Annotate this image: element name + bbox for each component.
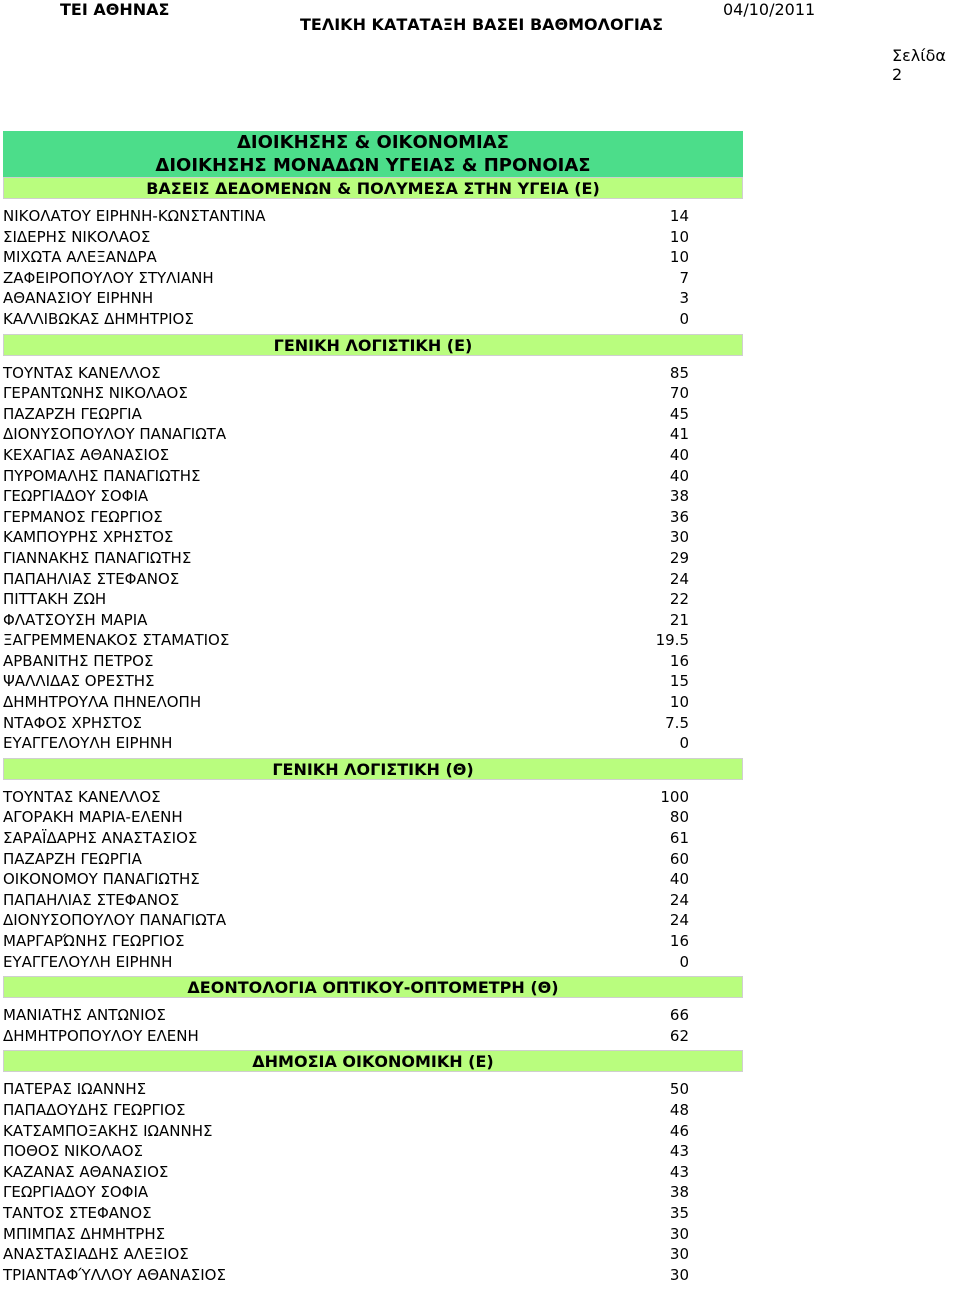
- table-row: [3, 569, 751, 590]
- student-score: 19.5: [655, 631, 689, 650]
- spacer: [3, 199, 751, 206]
- student-name: ΠΑΖΑΡΖΗ ΓΕΩΡΓΙΑ: [3, 849, 142, 868]
- table-row: [3, 247, 751, 268]
- ranking-table: [3, 131, 751, 1289]
- student-score: 14: [669, 207, 689, 225]
- student-name: ΦΛΑΤΣΟΥΣΗ ΜΑΡΙΑ: [3, 610, 148, 629]
- report-title: ΤΕΛΙΚΗ ΚΑΤΑΤΑΞΗ ΒΑΣΕΙ ΒΑΘΜΟΛΟΓΙΑΣ: [300, 15, 664, 34]
- student-name: ΠΑΠΑΗΛΙΑΣ ΣΤΕΦΑΝΟΣ: [3, 569, 180, 588]
- student-score: 7.5: [665, 713, 689, 732]
- spacer: [3, 356, 751, 363]
- student-name: ΜΠΙΜΠΑΣ ΔΗΜΗΤΡΗΣ: [3, 1224, 166, 1243]
- student-score: 29: [669, 548, 689, 567]
- student-score: 21: [669, 610, 689, 629]
- institution-name: ΤΕΙ ΑΘΗΝΑΣ: [60, 0, 170, 19]
- student-name: ΤΑΝΤΟΣ ΣΤΕΦΑΝΟΣ: [3, 1203, 152, 1222]
- student-score: 24: [669, 569, 689, 588]
- table-row: [3, 1203, 751, 1224]
- table-row: [3, 1079, 751, 1100]
- student-score: 35: [669, 1203, 689, 1222]
- table-row: [3, 828, 751, 849]
- table-row: [3, 424, 751, 445]
- student-name: ΜΑΡΓΑΡΏΝΗΣ ΓΕΩΡΓΙΟΣ: [3, 932, 185, 950]
- table-row: [3, 1182, 751, 1203]
- subject-section: [3, 177, 751, 330]
- student-score: 46: [669, 1121, 689, 1140]
- table-row: [3, 1224, 751, 1245]
- student-score: 38: [669, 487, 689, 506]
- program-heading: ΔΙΟΙΚΗΣΗΣ ΜΟΝΑΔΩΝ ΥΓΕΙΑΣ & ΠΡΟΝΟΙΑΣ: [3, 154, 743, 177]
- subject-section: [3, 758, 751, 972]
- student-name: ΜΙΧΩΤΑ ΑΛΕΞΑΝΔΡΑ: [3, 248, 157, 267]
- table-row: [3, 466, 751, 487]
- student-score: 50: [669, 1080, 689, 1099]
- subject-heading: ΓΕΝΙΚΗ ΛΟΓΙΣΤΙΚΗ (Θ): [3, 758, 743, 780]
- student-name: ΠΑΤΕΡΑΣ ΙΩΑΝΝΗΣ: [3, 1080, 147, 1099]
- student-score: 40: [669, 466, 689, 485]
- table-row: [3, 548, 751, 569]
- table-row: [3, 849, 751, 870]
- student-score: 10: [669, 693, 689, 712]
- student-name: ΔΗΜΗΤΡΟΠΟΥΛΟΥ ΕΛΕΝΗ: [3, 1026, 199, 1045]
- subject-heading: ΓΕΝΙΚΗ ΛΟΓΙΣΤΙΚΗ (Ε): [3, 334, 743, 356]
- student-name: ΠΙΤΤΑΚΗ ΖΩΗ: [3, 590, 107, 609]
- student-name: ΨΑΛΛΙΔΑΣ ΟΡΕΣΤΗΣ: [3, 672, 155, 691]
- page-number: Σελίδα 2: [892, 46, 946, 84]
- table-row: [3, 589, 751, 610]
- student-name: ΑΡΒΑΝΙΤΗΣ ΠΕΤΡΟΣ: [3, 651, 154, 670]
- student-score: 60: [669, 849, 689, 868]
- student-name: ΓΕΡΜΑΝΟΣ ΓΕΩΡΓΙΟΣ: [3, 507, 163, 526]
- student-name: ΕΥΑΓΓΕΛΟΥΛΗ ΕΙΡΗΝΗ: [3, 734, 173, 753]
- subject-heading: ΔΕΟΝΤΟΛΟΓΙΑ ΟΠΤΙΚΟΥ-ΟΠΤΟΜΕΤΡΗ (Θ): [3, 976, 743, 998]
- table-row: [3, 610, 751, 631]
- student-score: 41: [669, 425, 689, 444]
- student-name: ΤΟΥΝΤΑΣ ΚΑΝΕΛΛΟΣ: [3, 787, 161, 806]
- table-row: [3, 1005, 751, 1026]
- student-name: ΠΑΖΑΡΖΗ ΓΕΩΡΓΙΑ: [3, 404, 142, 423]
- table-row: [3, 1244, 751, 1265]
- table-row: [3, 869, 751, 890]
- student-name: ΤΟΥΝΤΑΣ ΚΑΝΕΛΛΟΣ: [3, 363, 161, 382]
- subject-heading: ΒΑΣΕΙΣ ΔΕΔΟΜΕΝΩΝ & ΠΟΛΥΜΕΣΑ ΣΤΗΝ ΥΓΕΙΑ (Ε): [3, 177, 743, 199]
- student-name: ΤΡΙΑΝΤΑΦΎΛΛΟΥ ΑΘΑΝΑΣΙΟΣ: [3, 1265, 226, 1284]
- student-name: ΠΑΠΑΗΛΙΑΣ ΣΤΕΦΑΝΟΣ: [3, 890, 180, 909]
- table-row: [3, 227, 751, 248]
- student-score: 100: [660, 787, 689, 806]
- subject-heading: ΔΗΜΟΣΙΑ ΟΙΚΟΝΟΜΙΚΗ (Ε): [3, 1050, 743, 1072]
- subject-section: [3, 334, 751, 754]
- student-name: ΚΑΖΑΝΑΣ ΑΘΑΝΑΣΙΟΣ: [3, 1162, 169, 1181]
- table-row: [3, 1141, 751, 1162]
- table-row: [3, 527, 751, 548]
- student-name: ΓΕΡΑΝΤΩΝΗΣ ΝΙΚΟΛΑΟΣ: [3, 384, 188, 403]
- student-name: ΣΙΔΕΡΗΣ ΝΙΚΟΛΑΟΣ: [3, 227, 151, 246]
- student-name: ΚΑΛΛΙΒΩΚΑΣ ΔΗΜΗΤΡΙΟΣ: [3, 309, 194, 328]
- table-row: [3, 404, 751, 425]
- student-score: 15: [669, 672, 689, 691]
- student-score: 22: [669, 590, 689, 609]
- student-name: ΑΝΑΣΤΑΣΙΑΔΗΣ ΑΛΕΞΙΟΣ: [3, 1245, 189, 1264]
- student-score: 43: [669, 1142, 689, 1161]
- table-row: [3, 890, 751, 911]
- subject-section: [3, 976, 751, 1046]
- student-score: 45: [669, 404, 689, 423]
- table-row: [3, 1026, 751, 1047]
- table-row: [3, 445, 751, 466]
- table-row: [3, 309, 751, 330]
- subject-section: [3, 1050, 751, 1285]
- student-score: 70: [669, 384, 689, 403]
- student-score: 85: [669, 363, 689, 382]
- table-row: [3, 733, 751, 754]
- student-name: ΓΙΑΝΝΑΚΗΣ ΠΑΝΑΓΙΩΤΗΣ: [3, 548, 192, 567]
- table-row: [3, 1100, 751, 1121]
- student-name: ΚΑΤΣΑΜΠΟΞΑΚΗΣ ΙΩΑΝΝΗΣ: [3, 1121, 213, 1140]
- student-name: ΚΕΧΑΓΙΑΣ ΑΘΑΝΑΣΙΟΣ: [3, 445, 170, 464]
- table-row: [3, 507, 751, 528]
- student-score: 10: [669, 227, 689, 246]
- spacer: [3, 780, 751, 787]
- report-date: 04/10/2011: [723, 0, 816, 19]
- spacer: [3, 998, 751, 1005]
- student-score: 7: [679, 268, 689, 287]
- student-name: ΕΥΑΓΓΕΛΟΥΛΗ ΕΙΡΗΝΗ: [3, 952, 173, 971]
- student-score: 24: [669, 890, 689, 909]
- student-score: 3: [679, 289, 689, 308]
- student-name: ΖΑΦΕΙΡΟΠΟΥΛΟΥ ΣΤΥΛΙΑΝΗ: [3, 268, 214, 287]
- table-row: [3, 952, 751, 973]
- table-row: [3, 807, 751, 828]
- student-score: 40: [669, 870, 689, 889]
- table-row: [3, 787, 751, 808]
- student-score: 24: [669, 911, 689, 930]
- table-row: [3, 931, 751, 952]
- table-row: [3, 651, 751, 672]
- spacer: [3, 1072, 751, 1079]
- student-score: 48: [669, 1100, 689, 1119]
- student-score: 30: [669, 1245, 689, 1264]
- student-name: ΚΑΜΠΟΥΡΗΣ ΧΡΗΣΤΟΣ: [3, 528, 174, 547]
- table-row: [3, 383, 751, 404]
- table-row: [3, 692, 751, 713]
- student-score: 30: [669, 1265, 689, 1284]
- student-name: ΑΘΑΝΑΣΙΟΥ ΕΙΡΗΝΗ: [3, 289, 154, 308]
- table-row: [3, 671, 751, 692]
- student-score: 80: [669, 808, 689, 827]
- student-score: 30: [669, 528, 689, 547]
- student-score: 38: [669, 1183, 689, 1202]
- table-row: [3, 268, 751, 289]
- student-name: ΝΤΑΦΟΣ ΧΡΗΣΤΟΣ: [3, 713, 143, 732]
- student-name: ΔΙΟΝΥΣΟΠΟΥΛΟΥ ΠΑΝΑΓΙΩΤΑ: [3, 425, 227, 444]
- student-name: ΠΑΠΑΔΟΥΔΗΣ ΓΕΩΡΓΙΟΣ: [3, 1100, 186, 1119]
- student-score: 62: [669, 1026, 689, 1045]
- student-name: ΟΙΚΟΝΟΜΟΥ ΠΑΝΑΓΙΩΤΗΣ: [3, 870, 200, 889]
- student-score: 0: [679, 309, 689, 328]
- student-score: 16: [669, 932, 689, 950]
- table-row: [3, 1121, 751, 1142]
- department-heading: ΔΙΟΙΚΗΣΗΣ & ΟΙΚΟΝΟΜΙΑΣ: [3, 131, 743, 154]
- table-row: [3, 1265, 751, 1286]
- student-score: 40: [669, 445, 689, 464]
- student-score: 66: [669, 1006, 689, 1025]
- student-score: 36: [669, 507, 689, 526]
- table-row: [3, 630, 751, 651]
- student-name: ΝΙΚΟΛΑΤΟΥ ΕΙΡΗΝΗ-ΚΩΝΣΤΑΝΤΙΝΑ: [3, 207, 266, 225]
- table-row: [3, 486, 751, 507]
- student-score: 0: [679, 952, 689, 971]
- student-name: ΓΕΩΡΓΙΑΔΟΥ ΣΟΦΙΑ: [3, 1183, 149, 1202]
- table-row: [3, 288, 751, 309]
- student-name: ΣΑΡΑΪΔΑΡΗΣ ΑΝΑΣΤΑΣΙΟΣ: [3, 829, 198, 848]
- table-row: [3, 713, 751, 734]
- student-name: ΠΟΘΟΣ ΝΙΚΟΛΑΟΣ: [3, 1142, 144, 1161]
- student-name: ΑΓΟΡΑΚΗ ΜΑΡΙΑ-ΕΛΕΝΗ: [3, 808, 183, 827]
- student-score: 16: [669, 651, 689, 670]
- student-score: 30: [669, 1224, 689, 1243]
- student-name: ΓΕΩΡΓΙΑΔΟΥ ΣΟΦΙΑ: [3, 487, 149, 506]
- student-name: ΠΥΡΟΜΑΛΗΣ ΠΑΝΑΓΙΩΤΗΣ: [3, 466, 201, 485]
- student-name: ΔΙΟΝΥΣΟΠΟΥΛΟΥ ΠΑΝΑΓΙΩΤΑ: [3, 911, 227, 930]
- table-row: [3, 206, 751, 227]
- table-row: [3, 910, 751, 931]
- student-name: ΜΑΝΙΑΤΗΣ ΑΝΤΩΝΙΟΣ: [3, 1006, 166, 1025]
- student-score: 61: [669, 829, 689, 848]
- subject-sections: [3, 177, 751, 1285]
- student-name: ΞΑΓΡΕΜΜΕΝΑΚΟΣ ΣΤΑΜΑΤΙΟΣ: [3, 631, 230, 650]
- table-row: [3, 1162, 751, 1183]
- student-score: 43: [669, 1162, 689, 1181]
- table-row: [3, 363, 751, 384]
- student-name: ΔΗΜΗΤΡΟΥΛΑ ΠΗΝΕΛΟΠΗ: [3, 693, 202, 712]
- student-score: 0: [679, 734, 689, 753]
- student-score: 10: [669, 248, 689, 267]
